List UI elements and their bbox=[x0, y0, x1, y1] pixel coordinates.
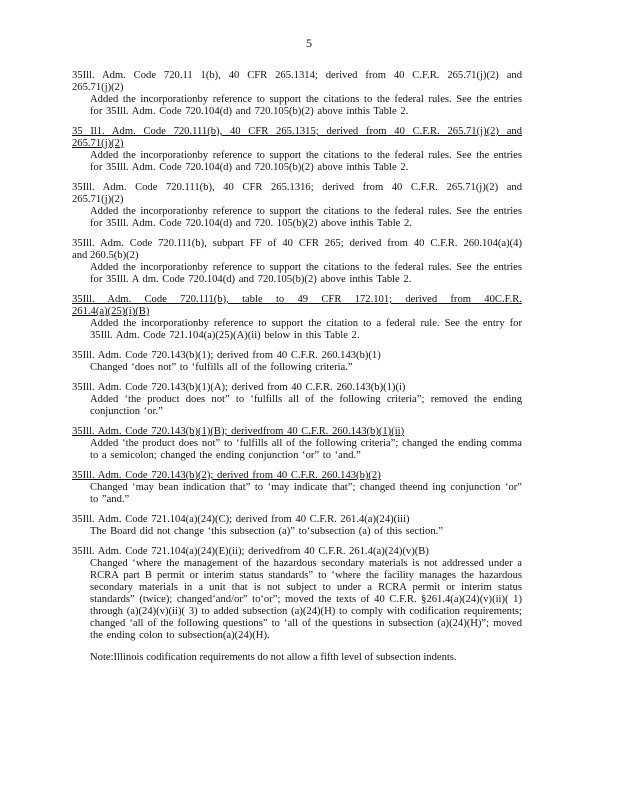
entry-description: Added the incorporationby reference to support the citations to the federal rules. See the entries for 35Ill. Adm. Code 720.104(d) and 720. 105(b)(2) above inthis Table 2. bbox=[90, 206, 522, 229]
table-entry bbox=[72, 238, 522, 286]
table-entry bbox=[72, 382, 522, 418]
table-entries bbox=[72, 70, 522, 664]
entry-description: Changed ‘may bean indication that” to ‘may indicate that”; changed theend ing conjunction ‘or” to ”and.” bbox=[90, 482, 522, 505]
entry-description: Added the incorporationby reference to support the citations to the federal rules. See the entries for 35Ill. Adm. Code 720.104(d) and 720.105(b)(2) above inthis Table 2. bbox=[90, 150, 522, 173]
table-entry bbox=[72, 294, 522, 342]
table-entry bbox=[72, 514, 522, 538]
page-number: 5 bbox=[306, 36, 312, 50]
entry-citation: 35Ill. Adm. Code 720.143(b)(1)(A); derived from 40 C.F.R. 260.143(b)(1)(i) bbox=[72, 382, 406, 393]
table-entry bbox=[72, 546, 522, 642]
entry-citation: 35Ill. Adm. Code 720.143(b)(1)(B); derivedfrom 40 C.F.R. 260.143(b)(1)(ii) bbox=[72, 426, 405, 437]
table-entry bbox=[72, 126, 522, 174]
table-entry bbox=[72, 70, 522, 118]
entry-description: The Board did not change ‘this subsection (a)” to‘subsection (a) of this section.” bbox=[90, 526, 443, 537]
entry-citation: 35Ill. Adm. Code 721.104(a)(24)(E)(ii); derivedfrom 40 C.F.R. 261.4(a)(24)(v)(B) bbox=[72, 546, 429, 557]
entry-description: Added ‘the product does not” to ‘fulfills all of the following criteria”; changed the ending comma to a semicolon; changed the ending conjunction ‘or” to ‘and.” bbox=[90, 438, 522, 461]
entry-citation-continued: 265.71(j)(2) bbox=[72, 194, 124, 205]
entry-description: Added ‘the product does not” to ‘fulfills all of the following criteria”; removed the ending conjunction ‘or.” bbox=[90, 394, 522, 417]
entry-description: Changed ‘does not” to ‘fulfills all of the following criteria.” bbox=[90, 362, 353, 373]
entry-description: Added the incorporationby reference to support the citation to a federal rule. See the entry for 35Ill. Adm. Code 721.104(a)(25)(A)(ii) below in this Table 2. bbox=[90, 318, 522, 341]
entry-citation: 35Ill. Adm. Code 721.104(a)(24)(C); derived from 40 C.F.R. 261.4(a)(24)(iii) bbox=[72, 514, 410, 525]
entry-citation-continued: 261.4(a)(25)(i)(B) bbox=[72, 306, 150, 317]
entry-citation: 35Ill. Adm. Code 720.111(b), subpart FF of 40 CFR 265; derived from 40 C.F.R. 260.104(a)(4) bbox=[72, 238, 522, 249]
entry-citation: 35Ill. Adm. Code 720.11 1(b), 40 CFR 265.1314; derived from 40 C.F.R. 265.71(j)(2) and bbox=[72, 70, 522, 81]
entry-citation-continued: 265.71(j)(2) bbox=[72, 82, 124, 93]
table-entry bbox=[72, 350, 522, 374]
entry-description: Changed ‘where the management of the hazardous secondary materials is not addressed under a RCRA part B permit or interim status standards” to ‘where the facility manages the hazardous secondary materials in a unit that is not subject to under a RCRA permit or interim status standards” (twice); changed‘and/or” to‘or”; moved the texts of 40 C.F.R. §261.4(a)(24)(v)(ii)( 1) through (a)(24)(v)(ii)( 3) to added subsection (a)(24)(H) to comply with codification requirements; changed ‘all of the following questions” to ‘all of the questions in subsection (a)(24)(H)”; moved the ending colon to subsection(a)(24)(H). bbox=[90, 558, 522, 641]
table-entry bbox=[72, 426, 522, 462]
table-entry bbox=[72, 182, 522, 230]
entry-citation-continued: 265.71(j)(2) bbox=[72, 138, 124, 149]
footnote: Note:Illinois codification requirements do not allow a fifth level of subsection indents. bbox=[90, 652, 457, 663]
entry-citation-continued: and 260.5(b)(2) bbox=[72, 250, 139, 261]
entry-description: Added the incorporationby reference to support the citations to the federal rules. See the entries for 35Ill. Adm. Code 720.104(d) and 720.105(b)(2) above inthis Table 2. bbox=[90, 94, 522, 117]
entry-description: Added the incorporationby reference to support the citations to the federal rules. See the entries for 35Ill. A dm. Code 720.104(d) and 720.105(b)(2) above inthis Table 2. bbox=[90, 262, 522, 285]
entry-citation: 35Ill. Adm. Code 720.143(b)(1); derived from 40 C.F.R. 260.143(b)(1) bbox=[72, 350, 381, 361]
entry-citation: 35 Il1. Adm. Code 720.111(b), 40 CFR 265.1315; derived from 40 C.F.R. 265.71(j)(2) and bbox=[72, 126, 522, 137]
table-entry bbox=[72, 470, 522, 506]
entry-citation: 35Ill. Adm. Code 720.111(b), table to 49 CFR 172.101; derived from 40C.F.R. bbox=[72, 294, 522, 305]
entry-citation: 35Ill. Adm. Code 720.111(b), 40 CFR 265.1316; derived from 40 C.F.R. 265.71(j)(2) and bbox=[72, 182, 522, 193]
entry-citation: 35Ill. Adm. Code 720.143(b)(2); derived from 40 C.F.R. 260.143(b)(2) bbox=[72, 470, 381, 481]
